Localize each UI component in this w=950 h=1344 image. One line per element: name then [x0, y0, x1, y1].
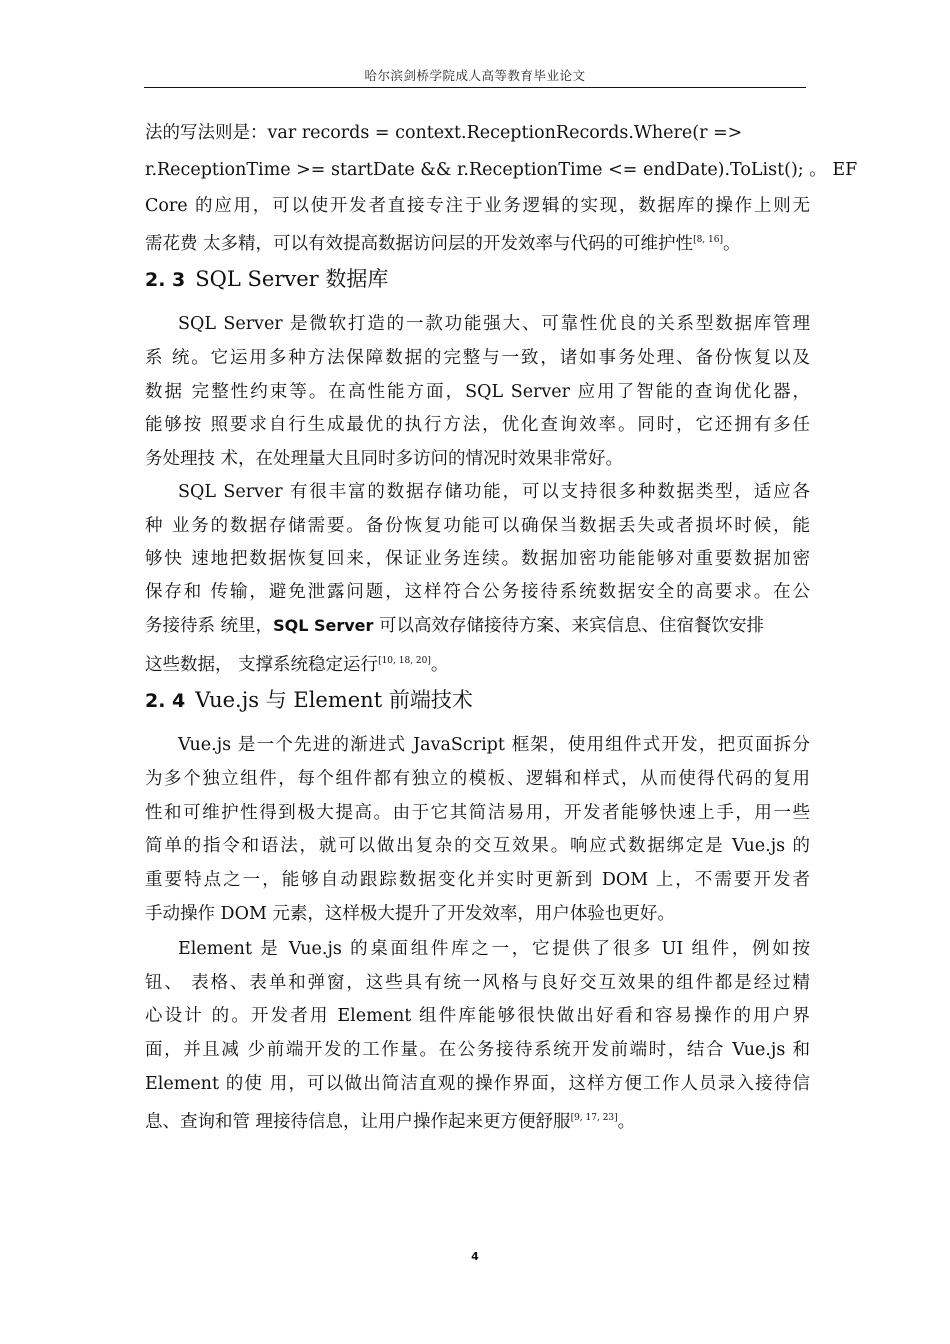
paragraph-text: 。	[430, 655, 449, 675]
intro-line-4	[145, 228, 810, 256]
citation: [9, 17, 23]	[570, 1113, 618, 1123]
paragraph-text: 务接待系 统里，	[145, 616, 274, 636]
section-number: 2. 4	[145, 690, 186, 712]
paragraph-line	[145, 614, 810, 638]
paragraph-line: 性和可维护性得到极大提高。由于它其简洁易用，开发者能够快速上手，用一些	[145, 803, 810, 823]
paragraph-line: 数据 完整性约束等。在高性能方面，SQL Server 应用了智能的查询优化器，	[145, 382, 810, 402]
intro-line-2: r.ReceptionTime >= startDate && r.ReceptionTime <= endDate).ToList(); 。 EF	[145, 160, 858, 180]
paragraph-line: SQL Server 有很丰富的数据存储功能，可以支持很多种数据类型，适应各	[178, 482, 810, 502]
paragraph-text: 这些数据， 支撑系统稳定运行	[145, 655, 379, 675]
paragraph-line: SQL Server 是微软打造的一款功能强大、可靠性优良的关系型数据库管理	[178, 314, 810, 334]
intro-line-4-end: 。	[723, 234, 741, 254]
section-title: Vue.js 与 Element 前端技术	[195, 688, 473, 712]
paragraph-line: 简单的指令和语法，就可以做出复杂的交互效果。响应式数据绑定是 Vue.js 的	[145, 836, 810, 856]
paragraph-line: 手动操作 DOM 元素，这样极大提升了开发效率，用户体验也更好。	[145, 904, 675, 924]
paragraph-line: 种 业务的数据存储需要。备份恢复功能可以确保当数据丢失或者损坏时候，能	[145, 516, 810, 536]
intro-line-3: Core 的应用，可以使开发者直接专注于业务逻辑的实现，数据库的操作上则无	[145, 196, 810, 216]
page-header: 哈尔滨剑桥学院成人高等教育毕业论文	[364, 68, 586, 83]
section-heading-2-4	[145, 686, 473, 715]
paragraph-line	[145, 649, 810, 677]
paragraph-line: 心设计 的。开发者用 Element 组件库能够很快做出好看和容易操作的用户界	[145, 1006, 810, 1026]
paragraph-text: 息、查询和管 理接待信息，让用户操作起来更方便舒服	[145, 1112, 571, 1132]
paragraph-line: 保存和 传输，避免泄露问题，这样符合公务接待系统数据安全的高要求。在公	[145, 582, 810, 602]
section-heading-2-3	[145, 265, 388, 294]
paragraph-text: 可以高效存储接待方案、来宾信息、住宿餐饮安排	[373, 616, 764, 636]
header-rule	[144, 87, 806, 88]
paragraph-line: 重要特点之一，能够自动跟踪数据变化并实时更新到 DOM 上，不需要开发者	[145, 870, 810, 890]
paragraph-line: 务处理技 术，在处理量大且同时多访问的情况时效果非常好。	[145, 449, 624, 469]
section-number: 2. 3	[145, 269, 186, 291]
bold-term: SQL Server	[273, 616, 374, 635]
paragraph-line: Vue.js 是一个先进的渐进式 JavaScript 框架，使用组件式开发，把页面拆分	[178, 735, 810, 755]
citation: [10, 18, 20]	[378, 656, 431, 666]
paragraph-line: 能够按 照要求自行生成最优的执行方法，优化查询效率。同时，它还拥有多任	[145, 415, 810, 435]
paragraph-line: 够快 速地把数据恢复回来，保证业务连续。数据加密功能能够对重要数据加密	[145, 549, 810, 569]
paragraph-line: 为多个独立组件，每个组件都有独立的模板、逻辑和样式，从而使得代码的复用	[145, 769, 810, 789]
paragraph-text: 。	[617, 1112, 636, 1132]
paragraph-line: Element 是 Vue.js 的桌面组件库之一，它提供了很多 UI 组件，例如按	[178, 939, 810, 959]
intro-line-4-text: 需花费 太多精，可以有效提高数据访问层的开发效率与代码的可维护性	[145, 234, 694, 254]
paragraph-line: Element 的使 用，可以做出简洁直观的操作界面，这样方便工作人员录入接待信	[145, 1074, 810, 1094]
intro-line-1: 法的写法则是：var records = context.ReceptionRecords.Where(r =>	[145, 123, 743, 143]
page-number: 4	[471, 1250, 479, 1263]
paragraph-line	[145, 1106, 810, 1134]
paragraph-line: 面，并且减 少前端开发的工作量。在公务接待系统开发前端时，结合 Vue.js 和	[145, 1040, 810, 1060]
citation: [8, 16]	[693, 235, 723, 245]
section-title: SQL Server 数据库	[195, 267, 389, 291]
paragraph-line: 钮、 表格、表单和弹窗，这些具有统一风格与良好交互效果的组件都是经过精	[145, 973, 810, 993]
paragraph-line: 系 统。它运用多种方法保障数据的完整与一致，诸如事务处理、备份恢复以及	[145, 348, 810, 368]
